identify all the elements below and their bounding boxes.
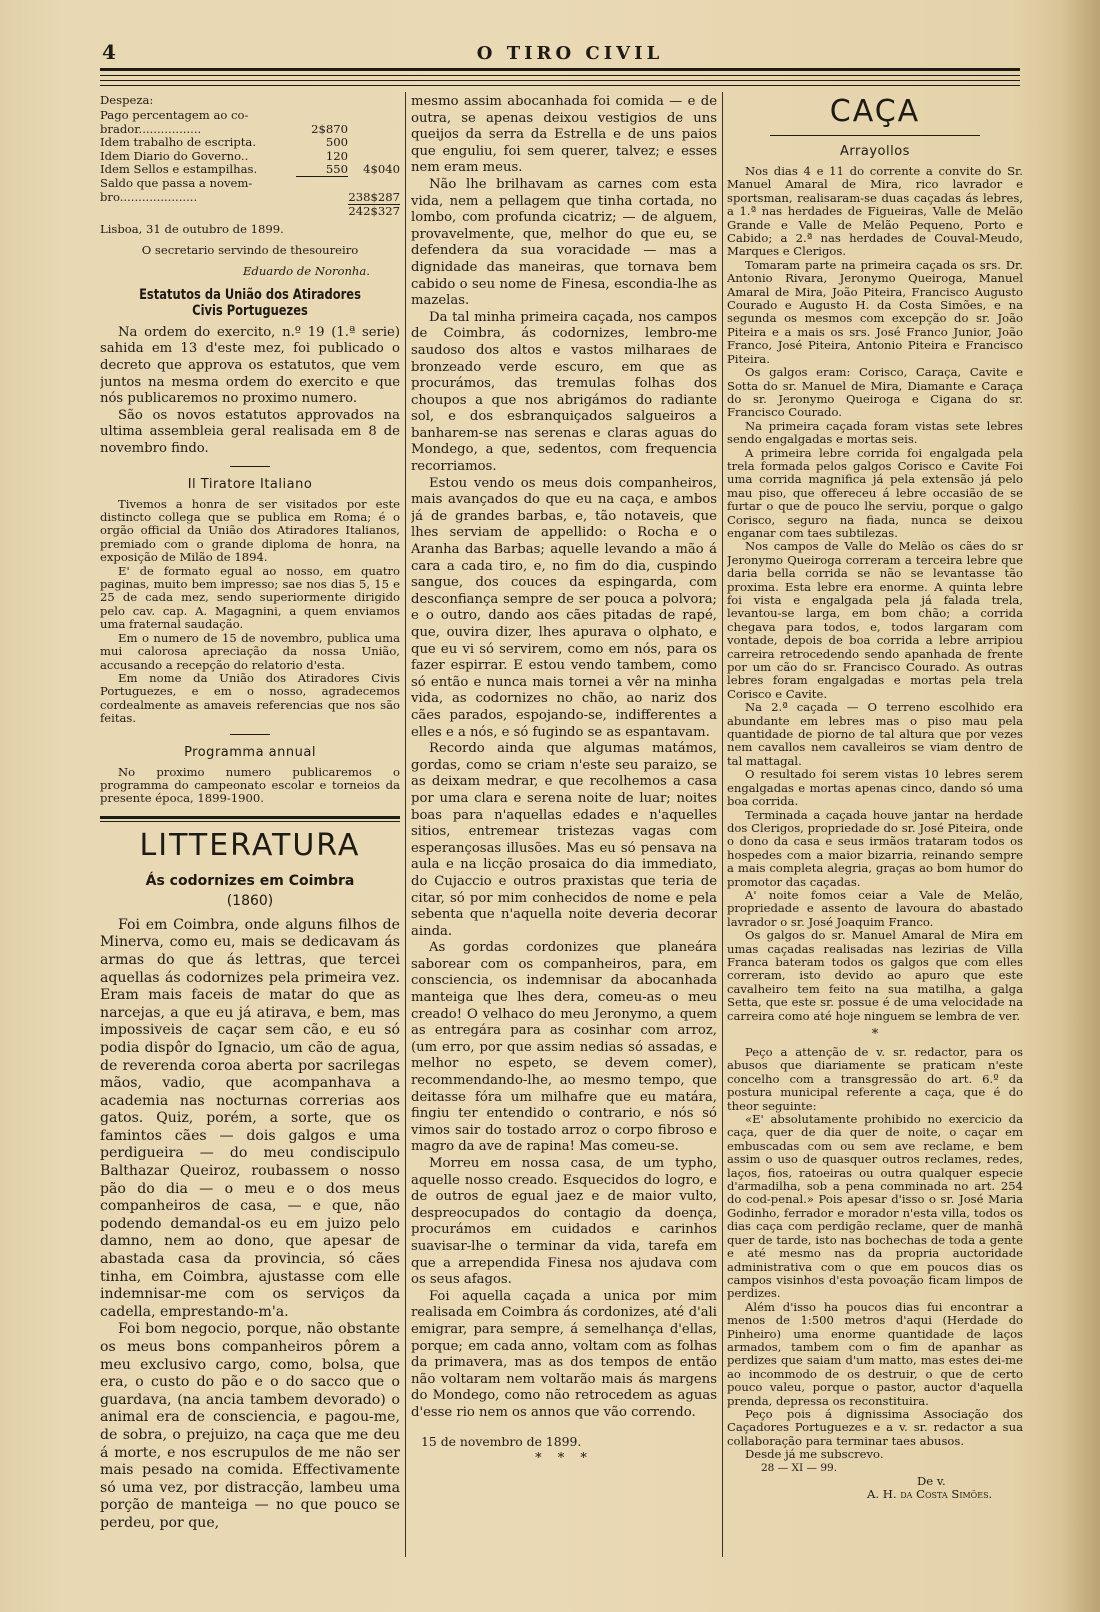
header-rule bbox=[100, 80, 1020, 81]
letter-paragraph: Desde já me subscrevo. bbox=[745, 1447, 884, 1462]
programma-title: Programma annual bbox=[184, 744, 316, 760]
article-title: Ás codornizes em Coimbra bbox=[145, 872, 355, 889]
section-rule bbox=[230, 466, 270, 467]
accounts-heading: Despeza: bbox=[100, 94, 154, 107]
accounts-table bbox=[100, 109, 400, 218]
article-paragraph: Estou vendo os meus dois companheiros, mais avançados do que eu na caça, e ambos já de grandes barbas, e, tão notaveis, que lhes serviam de appellido: o Rocha e o Aranha das Barbas; aquelle levando a mão á cara a cada tiro, e, no fim do dia, cuspindo sangue, dos couces da espingarda, com desconfiança sempre de ser pouca a polvora; e o outro, dando aos cães pitadas de rapé, que, ouvira dizer, lhes apurava o olphato, e que eu vi só servirem, como em nós, para os fazer espirrar. E estou vendo tambem, como só então e nunca mais tornei a vêr na minha vida, as codornizes no chão, ao nariz dos cães parados, espojando-se, indifferentes a elles e a nós, e só fugindo se as espantavam. bbox=[411, 475, 717, 740]
column-divider bbox=[722, 92, 723, 1557]
caca-paragraph: Na primeira caçada foram vistas sete lebres sendo engalgadas e mortas seis. bbox=[727, 418, 1023, 447]
section-separator: * bbox=[871, 1027, 879, 1042]
accounts-row: Idem trabalho de escripta. 500 bbox=[100, 135, 348, 150]
accounts-row: Saldo que passa a novem- bbox=[100, 176, 253, 191]
article-paragraph: Da tal minha primeira caçada, nos campos de Coimbra, ás codornizes, lembro-me saudoso dos altos e vastos milharaes de bronzeado verde escuro, em que as procurámos, das tremulas folhas dos choupos a que nos abrigámos do radiante sol, e dos esbranquiçados salgueiros a banharem-se nas serenas e claras aguas do Mondego, a que, sedentos, com frequencia recorriamos. bbox=[411, 309, 717, 475]
accounts-total-row: 242$327 bbox=[348, 204, 400, 219]
accounts-place-date: Lisboa, 31 de outubro de 1899. bbox=[100, 221, 284, 236]
caca-paragraph: A' noite fomos ceiar a Vale de Melão, propriedade e assento de lavoura do abastado lavrador o sr. José Joaquim Franco. bbox=[727, 887, 1023, 929]
accounts-row: Pago percentagem ao co- bbox=[100, 108, 249, 123]
estatutos-paragraph: São os novos estatutos approvados na ultima assembleia geral realisada em 8 de novembro findo. bbox=[100, 407, 400, 457]
accounts-row: brador................. 2$870 bbox=[100, 121, 348, 136]
column-divider bbox=[405, 92, 406, 1557]
article-paragraph: Recordo ainda que algumas matámos, gordas, como se criam n'este seu paraizo, se as deixam medrar, e que recolhemos a casa por uma clara e serena noite de luar; noites boas para n'aquellas edades e n'aquelles sitios, entremear tristezas vagas com esperançosas illusões. Mas eu só pensava na aula e na licção prosaica do dia immediato, do Cujaccio e outros praxistas que teria de citar, só por mim conhecidos de nome e pela sebenta que n'aquella noite deveria decorar ainda. bbox=[411, 741, 717, 939]
accounts-signature: Eduardo de Noronha. bbox=[242, 264, 370, 279]
article-date: 15 de novembro de 1899. bbox=[421, 1433, 582, 1449]
newspaper-title: O TIRO CIVIL bbox=[476, 43, 664, 64]
caca-subheading: Arrayollos bbox=[840, 144, 910, 159]
article-paragraph: Não lhe brilhavam as carnes com esta vida, nem a pellagem que tinha cortada, no lombo, com profunda cicatriz; — de alguem, provavelmente, que, melhor do que eu, se defendera da sua voracidade — mas a dignidade das maneiras, que tornava bem cabido o seu nome de Finesa, escondia-lhe as mazelas. bbox=[411, 176, 717, 309]
letter-closing: De v. bbox=[917, 1474, 946, 1488]
accounts-row: Idem Sellos e estampilhas. 550 4$040 bbox=[100, 162, 400, 177]
section-rule-thin bbox=[100, 821, 400, 822]
tiratore-paragraph: E' de formato egual ao nosso, em quatro paginas, muito bem impresso; sae nos dias 5, 15 e 25 de cada mez, sendo superiormente dirigido pelo cav. cap. A. Magagnini, a quem enviamos uma fraternal saudação. bbox=[100, 563, 400, 632]
letter-paragraph: Peço a attenção de v. sr. redactor, para os abusos que diariamente se praticam n'este concelho com a transgressão do art. 6.º da postura municipal referente a caça, que é do theor seguinte: bbox=[727, 1045, 1023, 1113]
letter-date: 28 — XI — 99. bbox=[761, 1461, 838, 1474]
accounts-row: bro..................... 238$287 bbox=[100, 189, 400, 204]
article-paragraph: Foi aquella caçada a unica por mim realisada em Coimbra ás cordonizes, até d'ali emigrar, para sempre, á semelhança d'ellas, porque; em cada anno, voltam com as folhas da primavera, mas as dos tempos de então não voltaram nem voltarão mais ás margens do Mondego, como não retrocedem as aguas d'esse rio nem os annos que vão correndo. bbox=[411, 1288, 717, 1420]
article-paragraph: Foi bom negocio, porque, não obstante os meus bons companheiros pôrem a meu exclusivo cargo, como, bolsa, que era, o custo do pão e o do sacco que o guardava, (na ancia tambem devorado) o animal era de consciencia, e pagou-me, de sobra, o prejuizo, na caça que me deu á morte, e nos escrupulos de me não ser mais pesado na comida. Effectivamente só uma vez, por distracção, lambeu uma porção de manteiga — no que pouco se perdeu, por que, bbox=[100, 1321, 400, 1531]
tiratore-paragraph: Em nome da União dos Atiradores Civis Portuguezes, e em o nosso, agradecemos cordealmente as amaveis referencias que nos são feitas. bbox=[100, 670, 400, 726]
column-right bbox=[727, 94, 1023, 1554]
tiratore-title: Il Tiratore Italiano bbox=[187, 476, 313, 492]
caca-paragraph: A primeira lebre corrida foi engalgada pela trela formada pelos galgos Corisco e Cavite Foi uma corrida magnifica já pela extensão já pelo mau piso, que offereceu á lebre occasião de se furtar o que de pouco lhe serviu, porque o galgo Corisco, seguro na fiada, nunca se deixou enganar com taes subtilezas. bbox=[727, 445, 1023, 540]
caca-paragraph: O resultado foi serem vistas 10 lebres serem engalgadas e mortas apenas cinco, dando só uma boa corrida. bbox=[727, 767, 1023, 809]
article-end-stars: * * * bbox=[535, 1450, 593, 1466]
caca-paragraph: Os galgos eram: Corisco, Caraça, Cavite e Sotta do sr. Manuel de Mira, Diamante e Caraça do sr. Jeronymo Queiroga e Cigana do sr. Francisco Courado. bbox=[727, 365, 1023, 420]
article-paragraph: As gordas cordonizes que planeára saborear com os companheiros, para, em consciencia, os indemnisar da abocanhada manteiga que lhes dera, comeu-as o meu creado! O velhaco do meu Jeronymo, a quem as entregára para as cosinhar com arroz, (um erro, por que assim nedias só assadas, e melhor no espeto, se devem comer), recommendando-lhe, ao mesmo tempo, que deitasse fóra um milhafre que eu matára, fingiu ter entendido o contrario, e nós só vimos sair do tostado arroz o corpo fibroso e magro da ave de rapina! Mas comeu-se. bbox=[411, 940, 717, 1155]
letter-paragraph: Peço pois á dignissima Associação dos Caçadores Portuguezes e a v. sr. redactor a sua collaboração para terminar taes abusos. bbox=[727, 1406, 1023, 1448]
caca-paragraph: Nos campos de Valle do Melão os cães do sr Jeronymo Queiroga correram a terceira lebre que daria bella corrida se não se levantasse tão proxima. Esta lebre era enorme. A quinta lebre foi vista e engalgada pela já falada trela, levantou-se larga, em bom chão; a corrida chegava para todos, e, todos largaram com vontade, depois de boa corrida a lebre arripiou carreira retrocedendo sendo apanhada de frente por um cão do sr. Francisco Courado. As outras lebres foram engalgadas e mortas pela trela Corisco e Cavite. bbox=[727, 539, 1023, 701]
page-number: 4 bbox=[102, 40, 116, 64]
article-paragraph: mesmo assim abocanhada foi comida — e de outra, se apenas deixou vestigios de uns queijos da serra da Estrella e de uns paios que enguliu, foi sem querer, talvez; e esses nem eram meus. bbox=[411, 94, 717, 176]
caca-paragraph: Tomaram parte na primeira caçada os srs. Dr. Antonio Rivara, Jeronymo Queiroga, Manuel Amaral de Mira, João Piteira, Francisco Augusto Courado e Augusto H. da Costa Simões, e na segunda os mesmos com excepção do sr. João Piteira e a mais os srs. José Franco Junior, João Franco, José Piteira, Antonio Piteira e Francisco Piteira. bbox=[727, 257, 1023, 366]
article-paragraph: Morreu em nossa casa, de um typho, aquelle nosso creado. Esquecidos do logro, e de outros de egual jaez e de maior vulto, despreocupados do contagio da doença, procurámos em cuidados e carinhos suavisar-lhe o terminar da vida, tarefa em que a arrependida Finesa nos ajudava com os seus afagos. bbox=[411, 1156, 717, 1288]
page-edge-shadow bbox=[1062, 0, 1100, 1612]
letter-paragraph: Além d'isso ha poucos dias fui encontrar a menos de 1:500 metros d'aqui (Herdade do Pinheiro) uma enorme quantidade de laços armados, tambem com o fim de apanhar as perdizes que saiam d'um matto, mas estes dei-me ao incommodo de os destruir, o que de certo pouco valeu, porque o pastor, auctor d'aquella prenda, depressa os reconstituira. bbox=[727, 1299, 1023, 1408]
programma-paragraph: No proximo numero publicaremos o programma do campeonato escolar e torneios da presente época, 1899-1900. bbox=[100, 764, 400, 806]
header-rule bbox=[100, 68, 1020, 71]
header-rule bbox=[100, 75, 1020, 76]
section-rule bbox=[770, 135, 980, 136]
article-paragraph: Foi em Coimbra, onde alguns filhos de Minerva, como eu, mais se dedicavam ás armas do que ás lettras, que tercei aquellas ás codornizes pela primeira vez. Eram mais faceis de matar do que as narcejas, a que eu já atirava, e bem, mas impossiveis de caçar sem cão, e eu só podia dispôr do Ignacio, um cão de agua, de reverenda coroa aberta por sacrilegas mãos, vadio, que acompanhava a academia nas nocturnas correrias aos gatos. Quiz, porém, a sorte, que os famintos cães — dois galgos e uma perdigueira — do meu condiscipulo Balthazar Queiroz, roubassem o nosso pão do dia — o meu e o dos meus companheiros de casa, — e que, não podendo demandal-os eu em juizo pelo damno, nem ao dono, que apesar de abastada casa da provincia, só cães tinha, em Coimbra, ajustasse com elle indemnisar-me com os serviços da cadella, emprestando-m'a. bbox=[100, 916, 400, 1320]
letter-paragraph: «E' absolutamente prohibido no exercicio da caça, quer de dia quer de noite, o caçar em embuscadas com ou sem ave reclame, e bem assim o uso de quasquer outros reclames, redes, laços, fios, ratoeiras ou outra qualquer especie d'armadilha, sob a pena comminada no art. 254 do cod-penal.» Pois apesar d'isso o sr. José Maria Godinho, ferrador e morador n'esta villa, todos os dias caça com perdigão reclame, quer de manhã quer de tarde, isto nas bochechas de toda a gente e até mesmo nas da propria auctoridade administrativa com o que em poucos dias os campos visinhos d'esta povoação ficam limpos de perdizes. bbox=[727, 1112, 1023, 1301]
section-rule bbox=[230, 734, 270, 735]
column-left bbox=[100, 94, 400, 1554]
section-rule-heavy bbox=[100, 816, 400, 819]
column-middle bbox=[411, 94, 717, 1554]
estatutos-title: Estatutos da União dos Atiradores Civis Portuguezes bbox=[139, 286, 361, 319]
letter-signature: A. H. da Costa Simões. bbox=[867, 1487, 993, 1502]
caca-paragraph: Terminada a caçada houve jantar na herdade dos Clerigos, propriedade do sr. José Piteira, onde o dono da casa e seus irmãos trataram todos os hospedes com a maior bizarria, reinando sempre a mais completa alegria, graças ao bom humor do promotor das caçadas. bbox=[727, 807, 1023, 889]
tiratore-paragraph: Em o numero de 15 de novembro, publica uma mui calorosa apreciação da nossa União, accusando a recepção do relatorio d'esta. bbox=[100, 630, 400, 672]
litteratura-section-title: LITTERATURA bbox=[139, 827, 361, 863]
caca-paragraph: Nos dias 4 e 11 do corrente a convite do Sr. Manuel Amaral de Mira, rico lavrador e sportsman, realisaram-se duas caçadas ás lebres, a 1.ª nas herdades de Figueiras, Valle de Melão Grande e Valle de Melão Pequeno, Porto e Cabido; a 2.ª nas herdades de Couval-Meudo, Marques e Clerigos. bbox=[727, 164, 1023, 259]
caca-section-title: CAÇA bbox=[829, 94, 921, 129]
tiratore-paragraph: Tivemos a honra de ser visitados por este distincto collega que se publica em Roma; é o orgão official da União dos Atiradores Italianos, premiado com o grande diploma de honra, na exposição de Milão de 1894. bbox=[100, 496, 400, 565]
accounts-secretary: O secretario servindo de thesoureiro bbox=[141, 243, 359, 258]
accounts-row: Idem Diario do Governo.. 120 bbox=[100, 148, 348, 163]
caca-paragraph: Na 2.ª caçada — O terreno escolhido era abundante em lebres mas o piso mau pela quantidade de piorno de tal altura que por vezes nem cavallos nem cavalleiros se viam dentro de tal mattagal. bbox=[727, 700, 1023, 768]
header-rule bbox=[100, 85, 1020, 86]
article-year: (1860) bbox=[226, 892, 274, 909]
caca-paragraph: Os galgos do sr. Manuel Amaral de Mira em umas caçadas realisadas nas lezirias de Villa Franca bateram todos os galgos que com elles correram, isto devido ao apuro que este cavalheiro tem feito na sua matilha, a galga Setta, que este sr. possue é de uma velocidade na carreira como até hoje ninguem se lembra de ver. bbox=[727, 928, 1023, 1023]
estatutos-paragraph: Na ordem do exercito, n.º 19 (1.ª serie) sahida em 13 d'este mez, foi publicado o decreto que approva os estatutos, que vem juntos na mesma ordem do exercito e que nós publicaremos no proximo numero. bbox=[100, 324, 400, 407]
